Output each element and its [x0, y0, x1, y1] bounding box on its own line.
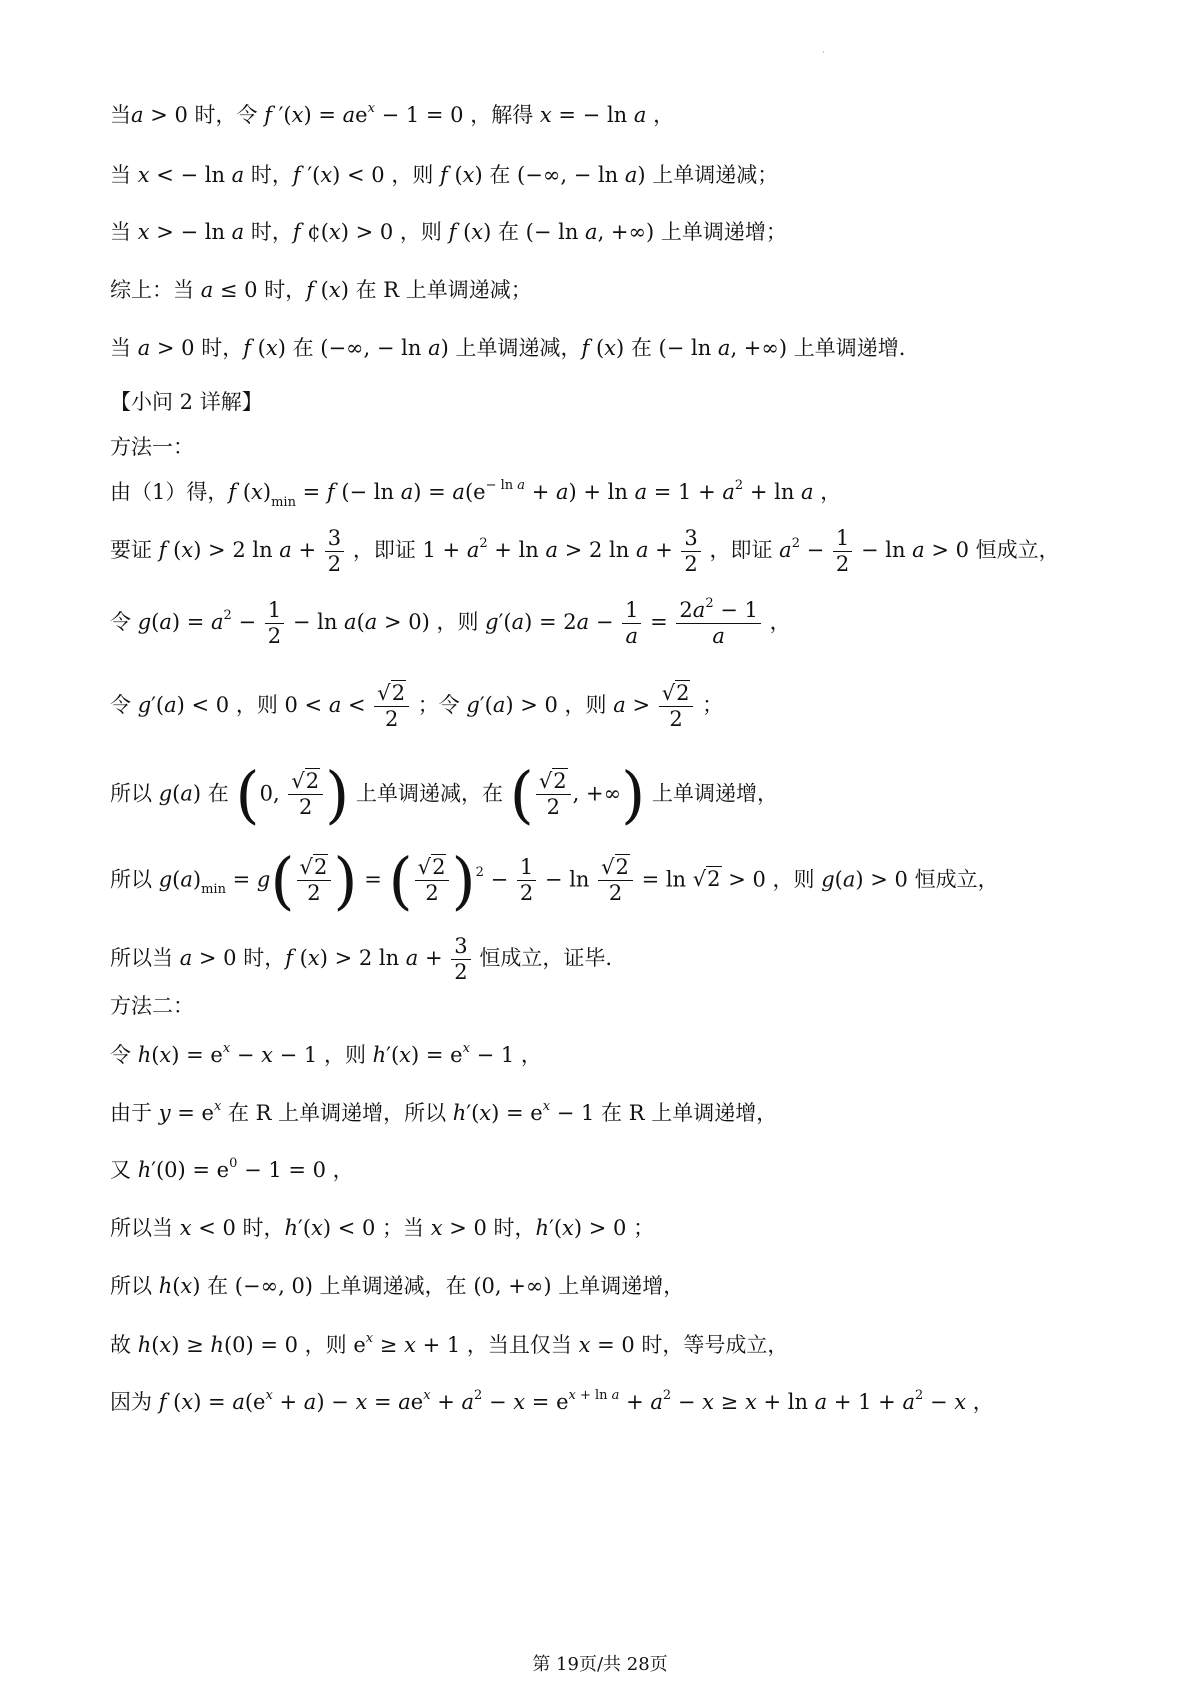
page-number: 第 19页/共 28页 [532, 1654, 668, 1675]
text-line-15: 方法二： [110, 994, 194, 1018]
text-line-11: 令 g′(a) < 0 ，则 0 < a < $\frac{√2}{2}$ ；令 g′(a) > 0 ，则 a > $\frac{√2}{2}$ ； [110, 681, 724, 731]
text-line-2: 当 x < − ln a 时，f ′(x) < 0 ，则 f (x) 在 (−∞, − ln a) 上单调递减； [110, 163, 779, 187]
text-line-18: 又 $h'(0) = e^0 - 1 = 0$ ， [110, 1156, 354, 1182]
text-line-8: 由（1）得，f $(x)_{min} = f$ (− $\ln a) = a(e^{- ln a} + a) + \ln a = 1 + a^2 + \ln a$ ， [110, 478, 842, 510]
text-line-10: 令 $g(a) = a^2$ − $\frac{1}{2}$ − ln a(a > 0) ，则 g′(a) = 2a − $\frac{1}{a}$ = $\frac{2a^2 - 1}{a}$ ， [110, 596, 791, 648]
text-line-17: 由于 $y = e^x$ 在 R 上单调递增，所以 $h'(x) = e^x - 1$ 在 R 上单调递增， [110, 1099, 778, 1125]
text-line-5: 当 a > 0 时，f (x) 在 (−∞, − ln a) 上单调递减，f (x) 在 (− ln a, +∞) 上单调递增. [110, 336, 906, 360]
text-line-21: 故 h(x) ≥ h(0) = 0 ，则 $e^x \ge x + 1$ ，当且仅当 x = 0 时，等号成立， [110, 1331, 789, 1357]
text-line-12: 所以 g(a) 在 (0, $\frac{√2}{2}$ ) 上单调递减，在 ( $\frac{√2}{2}$ , +∞) 上单调递增， [110, 758, 778, 831]
text-line-7: 方法一： [110, 435, 194, 459]
text-line-13: 所以 $g(a)_{min} = g$( $\frac{√2}{2}$ ) = ( $\frac{√2}{2}$ )$^2$ − $\frac{1}{2}$ − ln $\frac{√2}{2}$ = ln √2 > 0 ，则 g(a) > 0 恒成立， [110, 844, 999, 917]
text-line-3: 当 x > − ln a 时，f ¢(x) > 0 ，则 f (x) 在 (− ln a, +∞) 上单调递增； [110, 220, 787, 244]
text-line-20: 所以 h(x) 在 (−∞, 0) 上单调递减，在 (0, +∞) 上单调递增， [110, 1274, 685, 1298]
text-line-22: 因为 f $(x) = a(e^x + a) - x = ae^x + a^2 - x = e^{x + ln a} + a^2 - x \ge x + \ln a + 1 + a^2 - x$ ， [110, 1388, 994, 1414]
text-line-16: 令 $h(x) = e^x - x - 1$ ，则 $h'(x) = e^x - 1$ ， [110, 1041, 542, 1067]
text-line-4: 综上：当 a ≤ 0 时，f (x) 在 R 上单调递减； [110, 278, 532, 302]
text-line-19: 所以当 x < 0 时，h′(x) < 0 ；当 x > 0 时，h′(x) > 0 ； [110, 1216, 655, 1240]
text-line-9: 要证 f (x) > 2 ln a + $\frac{3}{2}$ ，即证 $1 + a^2 + \ln a > 2$ ln a + $\frac{3}{2}$ ，即证 $a^2$ − $\frac{1}{2}$ − ln a > 0 恒成立， [110, 526, 1060, 576]
text-line-14: 所以当 a > 0 时，f (x) > 2 ln a + $\frac{3}{2}$ 恒成立，证毕. [110, 934, 613, 984]
scan-speck: · [822, 48, 825, 57]
text-line-1: 当a > 0 时，令 f $'(x) = ae^x - 1 = 0$ ，解得 x = − ln a ， [110, 101, 675, 127]
text-line-6: 【小问 2 详解】 [110, 390, 263, 414]
